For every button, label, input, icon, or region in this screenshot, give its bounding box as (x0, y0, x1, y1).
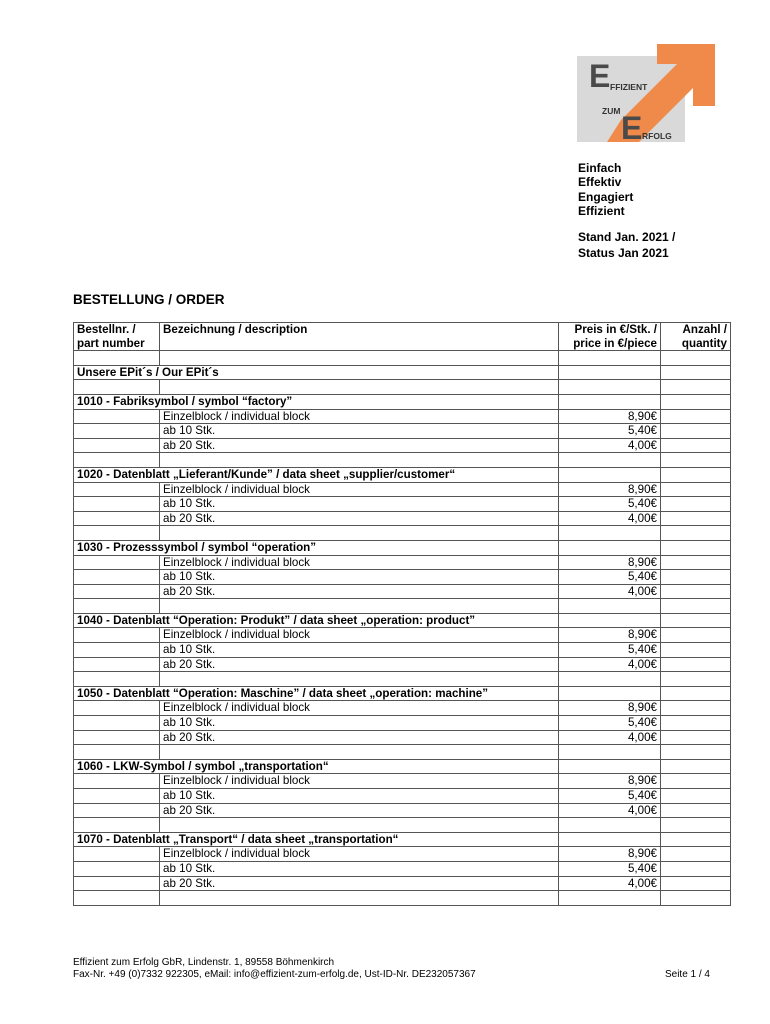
price-cell (559, 394, 661, 409)
empty-cell (160, 526, 559, 541)
quantity-cell (661, 394, 731, 409)
status-line-en: Status Jan 2021 (578, 245, 669, 260)
variant-label: Einzelblock / individual block (160, 701, 559, 716)
quantity-input (661, 730, 731, 745)
variant-label: ab 10 Stk. (160, 424, 559, 439)
tagline-line: Einfach (578, 161, 622, 175)
price-cell (559, 686, 661, 701)
header-quantity: Anzahl / quantity (661, 323, 731, 351)
product-title-row-cell: 1040 - Datenblatt “Operation: Produkt” / data sheet „operation: product” (74, 613, 559, 628)
product-title-row-cell: 1020 - Datenblatt „Lieferant/Kunde” / data sheet „supplier/customer“ (74, 467, 559, 482)
empty-cell (160, 891, 559, 906)
product-title-row (74, 832, 731, 847)
empty-cell (559, 380, 661, 395)
quantity-input (661, 657, 731, 672)
quantity-input (661, 424, 731, 439)
empty-cell (160, 672, 559, 687)
header-part-number: Bestellnr. / part number (74, 323, 160, 351)
part-number-cell (74, 628, 160, 643)
page-title: BESTELLUNG / ORDER (73, 292, 225, 307)
empty-row (74, 818, 731, 833)
table-row (74, 511, 731, 526)
empty-cell (661, 672, 731, 687)
empty-cell (74, 818, 160, 833)
table-row (74, 555, 731, 570)
empty-cell (74, 672, 160, 687)
variant-label: ab 20 Stk. (160, 438, 559, 453)
part-number-cell (74, 701, 160, 716)
product-title-row-cell: 1030 - Prozesssymbol / symbol “operation” (74, 540, 559, 555)
part-number-cell (74, 570, 160, 585)
variant-label: ab 10 Stk. (160, 861, 559, 876)
quantity-input (661, 570, 731, 585)
quantity-input (661, 701, 731, 716)
product-title-row-cell: 1070 - Datenblatt „Transport“ / data sheet „transportation“ (74, 832, 559, 847)
price-value: 8,90€ (559, 628, 661, 643)
price-cell (559, 467, 661, 482)
quantity-input (661, 555, 731, 570)
table-row (74, 657, 731, 672)
status-date (578, 230, 675, 261)
logo-letter-e-top: E (589, 58, 611, 94)
variant-label: ab 10 Stk. (160, 570, 559, 585)
quantity-input (661, 774, 731, 789)
table-row (74, 847, 731, 862)
empty-cell (74, 891, 160, 906)
empty-cell (74, 453, 160, 468)
variant-label: ab 10 Stk. (160, 643, 559, 658)
part-number-cell (74, 424, 160, 439)
footer-address (73, 957, 476, 981)
quantity-input (661, 497, 731, 512)
table-row (74, 701, 731, 716)
empty-row (74, 891, 731, 906)
empty-row (74, 526, 731, 541)
empty-cell (559, 672, 661, 687)
product-title-row-cell: 1010 - Fabriksymbol / symbol “factory” (74, 394, 559, 409)
quantity-cell (661, 365, 731, 380)
section-title-row (74, 365, 731, 380)
empty-cell (160, 599, 559, 614)
table-row (74, 716, 731, 731)
quantity-input (661, 861, 731, 876)
price-value: 8,90€ (559, 482, 661, 497)
empty-cell (661, 380, 731, 395)
product-title-row-cell: 1060 - LKW-Symbol / symbol „transportation“ (74, 759, 559, 774)
table-row (74, 643, 731, 658)
empty-cell (160, 818, 559, 833)
part-number-cell (74, 409, 160, 424)
variant-label: Einzelblock / individual block (160, 555, 559, 570)
empty-cell (559, 453, 661, 468)
variant-label: ab 10 Stk. (160, 716, 559, 731)
tagline (578, 161, 633, 218)
quantity-input (661, 847, 731, 862)
table-row (74, 570, 731, 585)
price-value: 5,40€ (559, 643, 661, 658)
price-value: 4,00€ (559, 584, 661, 599)
part-number-cell (74, 643, 160, 658)
logo-word-zum: ZUM (602, 106, 621, 116)
empty-cell (559, 818, 661, 833)
price-cell (559, 540, 661, 555)
empty-cell (74, 351, 160, 366)
product-title-row (74, 394, 731, 409)
product-title-row (74, 540, 731, 555)
empty-cell (661, 351, 731, 366)
quantity-input (661, 876, 731, 891)
variant-label: ab 20 Stk. (160, 584, 559, 599)
price-cell (559, 365, 661, 380)
price-value: 4,00€ (559, 438, 661, 453)
quantity-cell (661, 759, 731, 774)
empty-cell (559, 891, 661, 906)
table-header-row (74, 323, 731, 351)
variant-label: ab 20 Stk. (160, 876, 559, 891)
empty-cell (559, 351, 661, 366)
empty-cell (661, 599, 731, 614)
price-value: 4,00€ (559, 511, 661, 526)
empty-cell (661, 453, 731, 468)
quantity-input (661, 716, 731, 731)
empty-cell (661, 526, 731, 541)
empty-cell (559, 599, 661, 614)
section-title-row-cell: Unsere EPit´s / Our EPit´s (74, 365, 559, 380)
table-row (74, 497, 731, 512)
part-number-cell (74, 497, 160, 512)
table-row (74, 789, 731, 804)
price-value: 4,00€ (559, 876, 661, 891)
quantity-cell (661, 467, 731, 482)
quantity-input (661, 643, 731, 658)
product-title-row-cell: 1050 - Datenblatt “Operation: Maschine” / data sheet „operation: machine” (74, 686, 559, 701)
table-row (74, 628, 731, 643)
header-price: Preis in €/Stk. / price in €/piece (559, 323, 661, 351)
quantity-input (661, 803, 731, 818)
price-cell (559, 832, 661, 847)
quantity-input (661, 584, 731, 599)
quantity-input (661, 409, 731, 424)
table-row (74, 861, 731, 876)
part-number-cell (74, 861, 160, 876)
empty-row (74, 453, 731, 468)
part-number-cell (74, 716, 160, 731)
empty-row (74, 599, 731, 614)
part-number-cell (74, 482, 160, 497)
variant-label: Einzelblock / individual block (160, 409, 559, 424)
product-title-row (74, 467, 731, 482)
page-number: Seite 1 / 4 (664, 969, 710, 980)
variant-label: ab 20 Stk. (160, 657, 559, 672)
quantity-cell (661, 613, 731, 628)
empty-cell (661, 818, 731, 833)
variant-label: Einzelblock / individual block (160, 628, 559, 643)
price-value: 5,40€ (559, 424, 661, 439)
table-row (74, 438, 731, 453)
tagline-line: Effizient (578, 203, 625, 218)
variant-label: Einzelblock / individual block (160, 774, 559, 789)
table-row (74, 774, 731, 789)
part-number-cell (74, 555, 160, 570)
price-value: 5,40€ (559, 497, 661, 512)
variant-label: ab 20 Stk. (160, 803, 559, 818)
price-cell (559, 613, 661, 628)
price-value: 8,90€ (559, 774, 661, 789)
order-table (73, 322, 731, 906)
part-number-cell (74, 584, 160, 599)
variant-label: ab 20 Stk. (160, 511, 559, 526)
part-number-cell (74, 438, 160, 453)
company-logo (577, 44, 715, 142)
price-value: 5,40€ (559, 861, 661, 876)
quantity-input (661, 789, 731, 804)
empty-row (74, 745, 731, 760)
empty-cell (74, 745, 160, 760)
empty-cell (160, 351, 559, 366)
empty-cell (160, 745, 559, 760)
quantity-input (661, 438, 731, 453)
empty-cell (160, 380, 559, 395)
part-number-cell (74, 847, 160, 862)
part-number-cell (74, 730, 160, 745)
price-value: 8,90€ (559, 701, 661, 716)
empty-row (74, 380, 731, 395)
price-value: 8,90€ (559, 409, 661, 424)
variant-label: ab 10 Stk. (160, 497, 559, 512)
table-row (74, 482, 731, 497)
logo-letter-e-bottom: E (621, 110, 643, 142)
price-value: 5,40€ (559, 716, 661, 731)
price-value: 4,00€ (559, 803, 661, 818)
variant-label: ab 10 Stk. (160, 789, 559, 804)
part-number-cell (74, 876, 160, 891)
empty-cell (661, 745, 731, 760)
tagline-line: Engagiert (578, 189, 634, 204)
part-number-cell (74, 774, 160, 789)
empty-cell (74, 526, 160, 541)
variant-label: Einzelblock / individual block (160, 482, 559, 497)
empty-cell (661, 891, 731, 906)
price-cell (559, 759, 661, 774)
table-row (74, 803, 731, 818)
status-line-de: Stand Jan. 2021 / (578, 230, 676, 244)
variant-label: Einzelblock / individual block (160, 847, 559, 862)
header-description: Bezeichnung / description (160, 323, 559, 351)
empty-cell (160, 453, 559, 468)
empty-row (74, 672, 731, 687)
variant-label: ab 20 Stk. (160, 730, 559, 745)
price-value: 5,40€ (559, 570, 661, 585)
product-title-row (74, 686, 731, 701)
empty-cell (74, 599, 160, 614)
part-number-cell (74, 789, 160, 804)
part-number-cell (74, 511, 160, 526)
price-value: 8,90€ (559, 847, 661, 862)
price-value: 4,00€ (559, 657, 661, 672)
quantity-input (661, 628, 731, 643)
table-row (74, 730, 731, 745)
product-title-row (74, 613, 731, 628)
logo-word-effizient: FFIZIENT (610, 82, 648, 92)
empty-cell (559, 526, 661, 541)
part-number-cell (74, 657, 160, 672)
table-row (74, 876, 731, 891)
quantity-cell (661, 540, 731, 555)
empty-row (74, 351, 731, 366)
price-value: 4,00€ (559, 730, 661, 745)
tagline-line: Effektiv (578, 175, 622, 190)
quantity-cell (661, 686, 731, 701)
quantity-cell (661, 832, 731, 847)
empty-cell (74, 380, 160, 395)
empty-cell (559, 745, 661, 760)
product-title-row (74, 759, 731, 774)
table-row (74, 424, 731, 439)
part-number-cell (74, 803, 160, 818)
price-value: 5,40€ (559, 789, 661, 804)
price-value: 8,90€ (559, 555, 661, 570)
table-row (74, 584, 731, 599)
footer-line: Fax-Nr. +49 (0)7332 922305, eMail: info@effizient-zum-erfolg.de, Ust-ID-Nr. DE232057367 (73, 969, 476, 980)
table-row (74, 409, 731, 424)
logo-word-erfolg: RFOLG (642, 131, 672, 141)
quantity-input (661, 482, 731, 497)
quantity-input (661, 511, 731, 526)
footer-line: Effizient zum Erfolg GbR, Lindenstr. 1, 89558 Böhmenkirch (73, 957, 335, 968)
